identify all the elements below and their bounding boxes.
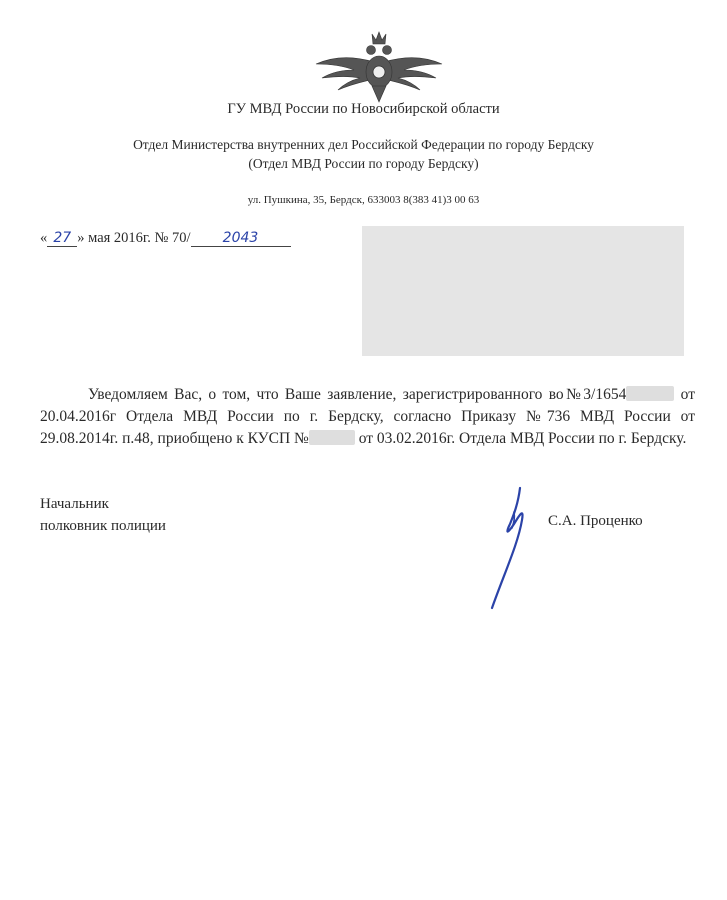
signatory-position <box>40 493 166 537</box>
number-prefix: № 70/ <box>154 230 191 246</box>
handwritten-signature <box>484 484 534 614</box>
date-number-line <box>40 230 291 247</box>
body-part-3: от 03.02.2016г. Отдела МВД России по г. Бердску. <box>354 430 687 447</box>
redacted-kusp-number <box>309 430 355 445</box>
department-short-name: (Отдел МВД России по городу Бердску) <box>248 156 479 171</box>
close-quote: » <box>77 230 85 246</box>
signatory-name: С.А. Проценко <box>548 513 643 529</box>
handwritten-number: 2043 <box>191 231 291 247</box>
organization-name: ГУ МВД России по Новосибирской области <box>227 101 500 117</box>
redacted-recipient-block <box>362 226 684 356</box>
month-year: мая 2016г. <box>88 230 151 246</box>
body-paragraph <box>40 384 695 450</box>
department-name: Отдел Министерства внутренних дел Российской Федерации по городу Бердску <box>133 137 594 152</box>
redacted-registration-number <box>626 386 674 401</box>
body-part-1: Уведомляем Вас, о том, что Ваше заявление, зарегистрированного во№3/1654 <box>88 386 627 403</box>
body-part-2: от 20.04.2016г Отдела МВД России по г. Бердску, согласно Приказу №736 МВД России от 29.08.2014г. п.48, приобщено к КУСП № <box>40 386 695 447</box>
handwritten-day: 27 <box>47 231 77 247</box>
signatory-rank: полковник полиции <box>40 518 166 534</box>
double-headed-eagle-icon <box>314 26 444 106</box>
address: ул. Пушкина, 35, Бердск, 633003 8(383 41)3 00 63 <box>247 194 480 206</box>
open-quote: « <box>40 230 48 246</box>
signatory-title: Начальник <box>40 496 109 512</box>
